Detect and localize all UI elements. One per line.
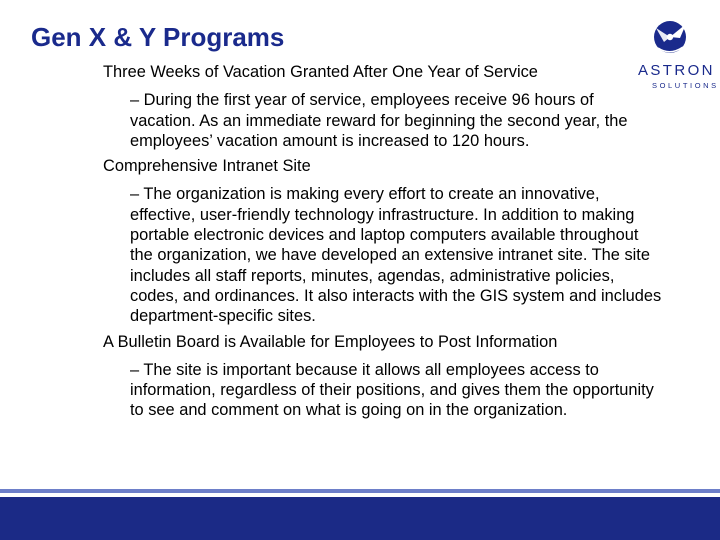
bullet-vacation: Three Weeks of Vacation Granted After One Year of Service <box>103 63 538 81</box>
sub-bullet-intranet: – The organization is making every effort to create an innovative, effective, user-friendly technology infrastructure. In addition to making portable electronic devices and laptop computers available throughout the organization, we have developed an extensive intranet site. The site includes all staff reports, minutes, agendas, administrative policies, codes, and ordinances. It also interacts with the GIS system and includes department-specific sites. <box>130 185 662 326</box>
slide-title: Gen X & Y Programs <box>31 22 285 52</box>
sub-bullet-vacation: – During the first year of service, employees receive 96 hours of vacation. As an immediate reward for beginning the second year, the employees’ vacation amount is increased to 120 hours. <box>130 91 628 150</box>
bullet-bulletin-board: A Bulletin Board is Available for Employees to Post Information <box>103 332 558 351</box>
sub-bullet-bulletin-board: – The site is important because it allows all employees access to information, regardless of their positions, and gives them the opportunity to see and comment on what is going on in the organization. <box>130 360 654 420</box>
logo-wordmark: ASTRON <box>638 62 715 79</box>
footer-fill <box>0 497 720 540</box>
bullet-intranet: Comprehensive Intranet Site <box>103 157 311 176</box>
astron-logo-icon <box>650 16 690 58</box>
footer-bar <box>0 489 720 540</box>
slide-content <box>103 62 663 426</box>
logo-tagline: SOLUTIONS <box>652 81 719 90</box>
